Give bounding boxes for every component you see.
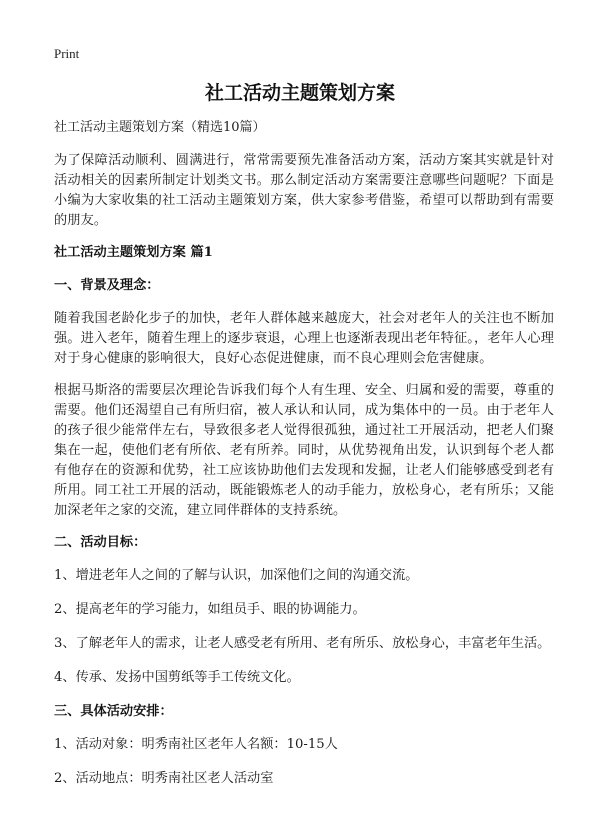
background-heading: 一、背景及理念： (54, 278, 160, 293)
arrangement-item-2: 2、活动地点：明秀南社区老人活动室 (54, 771, 274, 786)
background-paragraph-1: 随着我国老龄化步子的加快，老年人群体越来越庞大，社会对老年人的关注也不断加强。进入老年，随着生理上的逐步衰退，心理上也逐渐表现出老年特征。，老年人心理对于身心健康的影响很大，良好心态促进健康，而不良心理则会危害健康。 (54, 311, 554, 366)
document-body (54, 118, 554, 803)
goal-item-4: 4、传承、发扬中国剪纸等手工传统文化。 (54, 670, 300, 685)
print-link[interactable]: Print (54, 46, 80, 61)
goal-item-2: 2、提高老年的学习能力，如组员手、眼的协调能力。 (54, 602, 366, 617)
background-paragraph-2: 根据马斯洛的需要层次理论告诉我们每个人有生理、安全、归属和爱的需要，尊重的需要。他们还渴望自己有所归宿，被人承认和认同，成为集体中的一员。由于老年人的孩子很少能常伴左右，导致很多老人觉得很孤独，通过社工开展活动，把老人们聚集在一起，使他们老有所依、老有所养。同时，从优势视角出发，认识到每个老人都有他存在的资源和优势，社工应该协助他们去发现和发掘，让老人们能够感受到老有所用。同工社工开展的活动，既能锻炼老人的动手能力，放松身心，老有所乐；又能加深老年之家的交流，建立同伴群体的支持系统。 (54, 383, 554, 518)
arrangement-item-1: 1、活动对象：明秀南社区老年人名额：10-15人 (54, 737, 338, 752)
arrangement-heading: 三、具体活动安排： (54, 704, 173, 719)
goal-item-1: 1、增进老年人之间的了解与认识，加深他们之间的沟通交流。 (54, 568, 419, 583)
article-heading: 社工活动主题策划方案 篇1 (54, 245, 213, 260)
goals-heading: 二、活动目标： (54, 535, 147, 550)
intro-paragraph: 为了保障活动顺利、圆满进行，常常需要预先准备活动方案，活动方案其实就是针对活动相关的因素所制定计划类文书。那么制定活动方案需要注意哪些问题呢？下面是小编为大家收集的社工活动主题策划方案，供大家参考借鉴，希望可以帮助到有需要的朋友。 (54, 153, 554, 228)
page-title: 社工活动主题策划方案 (204, 82, 395, 104)
goal-item-3: 3、了解老年人的需求，让老人感受老有所用、老有所乐、放松身心，丰富老年生活。 (54, 636, 551, 651)
document-subtitle: 社工活动主题策划方案（精选10篇） (54, 120, 266, 135)
